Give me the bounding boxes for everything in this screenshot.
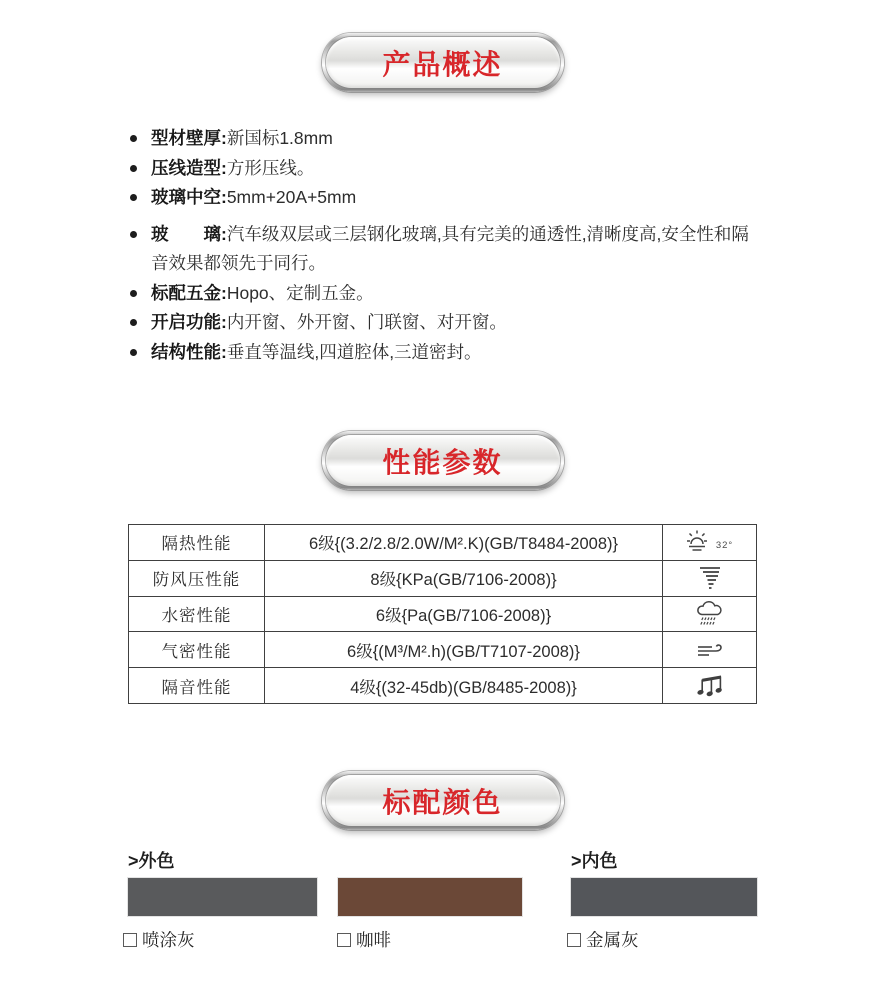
bullet-dot-icon — [130, 165, 137, 172]
swatch-label — [337, 927, 391, 952]
bullet-label: 玻 璃: — [151, 223, 227, 244]
spec-icon-cell — [663, 632, 757, 668]
bullet-dot-icon — [130, 231, 137, 238]
badge-capsule — [326, 775, 560, 826]
spec-name-cell: 隔热性能 — [129, 525, 265, 561]
badge-label-overview: 产品概述 — [382, 48, 503, 80]
exterior-color-heading: >外色 — [128, 851, 175, 871]
spec-name-cell: 气密性能 — [129, 632, 265, 668]
bullet-dot-icon — [130, 349, 137, 356]
spec-value-cell: 4级{(32-45db)(GB/8485-2008)} — [265, 668, 663, 704]
bullet-label: 结构性能: — [151, 341, 227, 362]
bullet-text: 新国标1.8mm — [226, 128, 333, 148]
badge-label-colors: 标配颜色 — [382, 786, 503, 818]
sun-temperature-icon — [686, 529, 733, 555]
swatch-label-text: 咖啡 — [356, 930, 391, 950]
swatch-label-text: 金属灰 — [586, 930, 639, 950]
bullet-item — [128, 154, 766, 184]
spec-value-cell: 6级{(3.2/2.8/2.0W/M².K)(GB/T8484-2008)} — [265, 525, 663, 561]
spec-name-cell: 防风压性能 — [129, 561, 265, 597]
bullet-dot-icon — [130, 194, 137, 201]
spec-value-cell: 6级{Pa(GB/7106-2008)} — [265, 597, 663, 633]
rain-cloud-icon — [695, 600, 725, 628]
spec-icon-cell — [663, 668, 757, 704]
bullet-text: 垂直等温线,四道腔体,三道密封。 — [226, 341, 482, 362]
spec-icon-cell — [663, 597, 757, 633]
bullet-item — [128, 124, 766, 154]
spec-name-cell: 水密性能 — [129, 597, 265, 633]
wind-gust-icon — [695, 639, 725, 661]
interior-color-heading: >内色 — [571, 851, 618, 871]
section-badge-overview — [322, 33, 564, 92]
bullet-item — [128, 183, 766, 213]
bullet-item — [128, 338, 766, 368]
color-swatch-metal-gray — [571, 878, 757, 916]
spec-icon-cell — [663, 525, 757, 561]
bullet-text: Hopo、定制五金。 — [226, 282, 374, 303]
bullet-text: 方形压线。 — [226, 157, 315, 178]
bullet-dot-icon — [130, 135, 137, 142]
bullet-item — [128, 279, 766, 309]
section-badge-performance — [322, 431, 564, 490]
bullet-text: 内开窗、外开窗、门联窗、对开窗。 — [226, 312, 507, 332]
bullet-text: 5mm+20A+5mm — [226, 187, 357, 207]
bullet-label: 压线造型: — [151, 157, 227, 178]
swatch-label — [567, 927, 639, 952]
spec-value-cell: 6级{(M³/M².h)(GB/T7107-2008)} — [265, 632, 663, 668]
badge-label-performance: 性能参数 — [382, 446, 503, 478]
sun-temperature-value: 32° — [715, 539, 734, 551]
badge-capsule — [326, 435, 560, 486]
bullet-dot-icon — [130, 290, 137, 297]
music-notes-icon — [696, 674, 724, 698]
spec-name-cell: 隔音性能 — [129, 668, 265, 704]
overview-bullet-list — [128, 124, 766, 367]
bullet-dot-icon — [130, 319, 137, 326]
bullet-label: 标配五金: — [151, 282, 227, 303]
checkbox-square-icon — [337, 933, 351, 947]
spec-value-cell: 8级{KPa(GB/7106-2008)} — [265, 561, 663, 597]
bullet-label: 开启功能: — [151, 312, 227, 332]
color-swatch-spray-gray — [128, 878, 317, 916]
bullet-item — [128, 220, 766, 279]
performance-table — [128, 524, 757, 704]
checkbox-square-icon — [123, 933, 137, 947]
bullet-text: 汽车级双层或三层钢化玻璃,具有完美的通透性,清晰度高,安全性和隔音效果都领先于同行。 — [151, 223, 749, 273]
section-badge-colors — [322, 771, 564, 830]
swatch-label — [123, 927, 195, 952]
badge-capsule — [326, 37, 560, 88]
spec-icon-cell — [663, 561, 757, 597]
bullet-label: 玻璃中空: — [151, 187, 227, 207]
bullet-label: 型材壁厚: — [151, 128, 227, 148]
wind-pressure-icon — [697, 565, 723, 591]
color-swatch-coffee — [338, 878, 522, 916]
swatch-label-text: 喷涂灰 — [142, 930, 195, 950]
bullet-item — [128, 308, 766, 338]
checkbox-square-icon — [567, 933, 581, 947]
